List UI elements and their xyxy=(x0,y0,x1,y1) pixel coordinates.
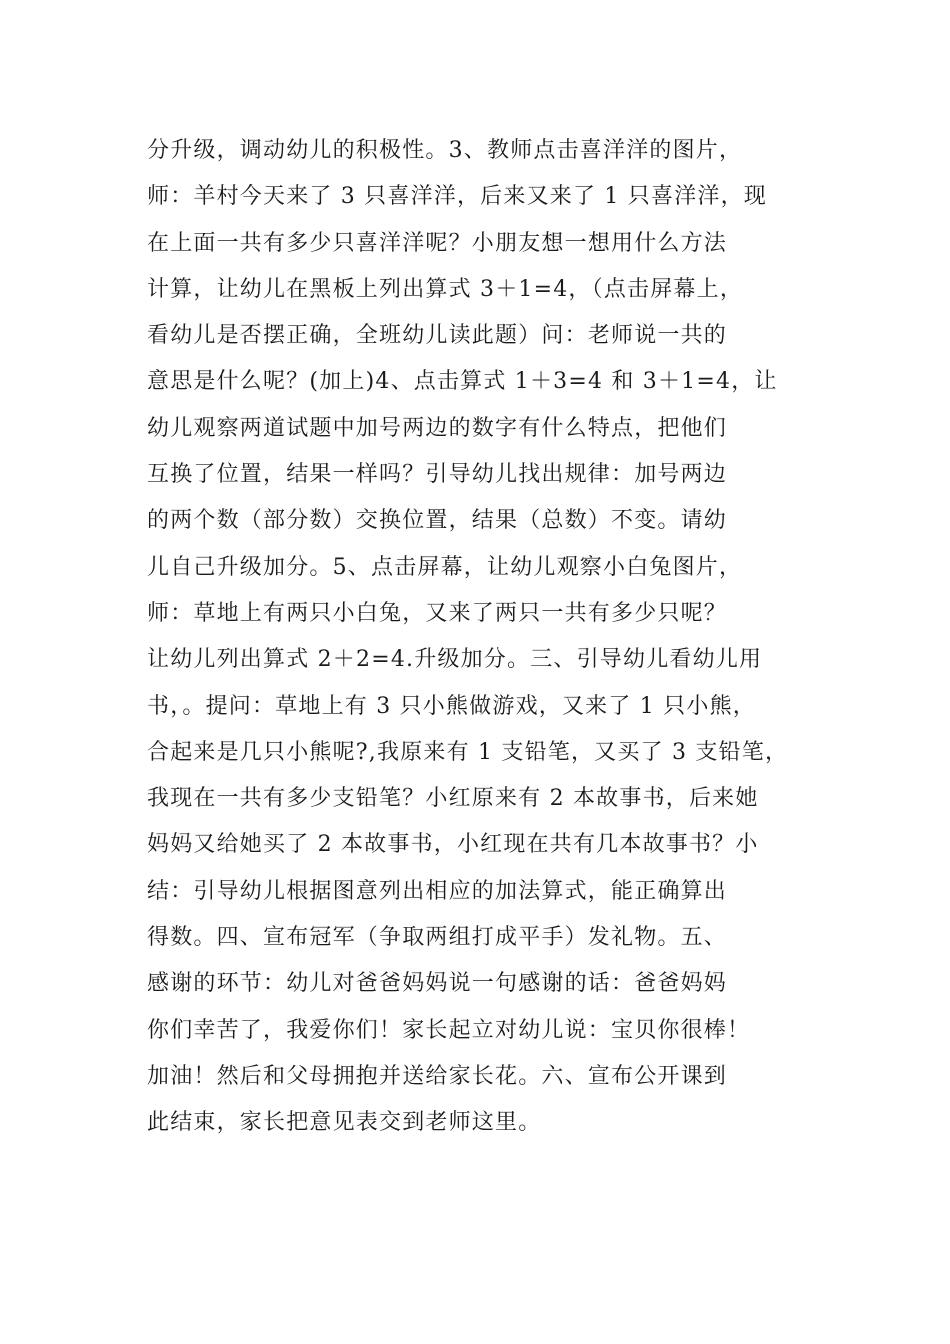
text-line: 儿自己升级加分。5、点击屏幕，让幼儿观察小白兔图片， xyxy=(147,554,743,580)
text-line: 师：羊村今天来了 3 只喜洋洋，后来又来了 1 只喜洋洋，现 xyxy=(147,184,767,210)
text-line: 感谢的环节：幼儿对爸爸妈妈说一句感谢的话：爸爸妈妈 xyxy=(147,971,728,997)
text-line: 互换了位置，结果一样吗？引导幼儿找出规律：加号两边 xyxy=(147,462,728,488)
text-line: 你们幸苦了，我爱你们！家长起立对幼儿说：宝贝你很棒！ xyxy=(147,1017,751,1043)
text-line: 意思是什么呢？(加上)4、点击算式 1＋3=4 和 3＋1=4，让 xyxy=(147,369,778,395)
text-line: 结：引导幼儿根据图意列出相应的加法算式，能正确算出 xyxy=(147,878,728,904)
text-line: 看幼儿是否摆正确，全班幼儿读此题）问：老师说一共的 xyxy=(147,323,728,349)
text-line: 在上面一共有多少只喜洋洋呢？小朋友想一想用什么方法 xyxy=(147,230,728,256)
text-line: 妈妈又给她买了 2 本故事书，小红现在共有几本故事书？小 xyxy=(147,832,759,858)
text-line: 分升级，调动幼儿的积极性。3、教师点击喜洋洋的图片， xyxy=(147,138,743,163)
text-line: 合起来是几只小熊呢?,我原来有 1 支铅笔，又买了 3 支铅笔， xyxy=(147,739,789,765)
text-line: 加油！然后和父母拥抱并送给家长花。六、宣布公开课到 xyxy=(147,1063,728,1089)
text-line: 书，。提问：草地上有 3 只小熊做游戏，又来了 1 只小熊， xyxy=(147,693,756,719)
text-line: 计算，让幼儿在黑板上列出算式 3＋1=4，（点击屏幕上， xyxy=(147,276,744,302)
text-line: 师：草地上有两只小白兔，又来了两只一共有多少只呢？ xyxy=(147,600,728,626)
text-line: 得数。四、宣布冠军（争取两组打成平手）发礼物。五、 xyxy=(147,925,728,951)
text-line: 幼儿观察两道试题中加号两边的数字有什么特点，把他们 xyxy=(147,415,728,441)
text-line: 我现在一共有多少支铅笔？小红原来有 2 本故事书，后来她 xyxy=(147,786,759,812)
text-line: 让幼儿列出算式 2＋2=4.升级加分。三、引导幼儿看幼儿用 xyxy=(147,647,763,673)
text-line: 的两个数（部分数）交换位置，结果（总数）不变。请幼 xyxy=(147,508,728,534)
body-text xyxy=(147,128,827,1147)
text-line: 此结束，家长把意见表交到老师这里。 xyxy=(147,1110,542,1136)
